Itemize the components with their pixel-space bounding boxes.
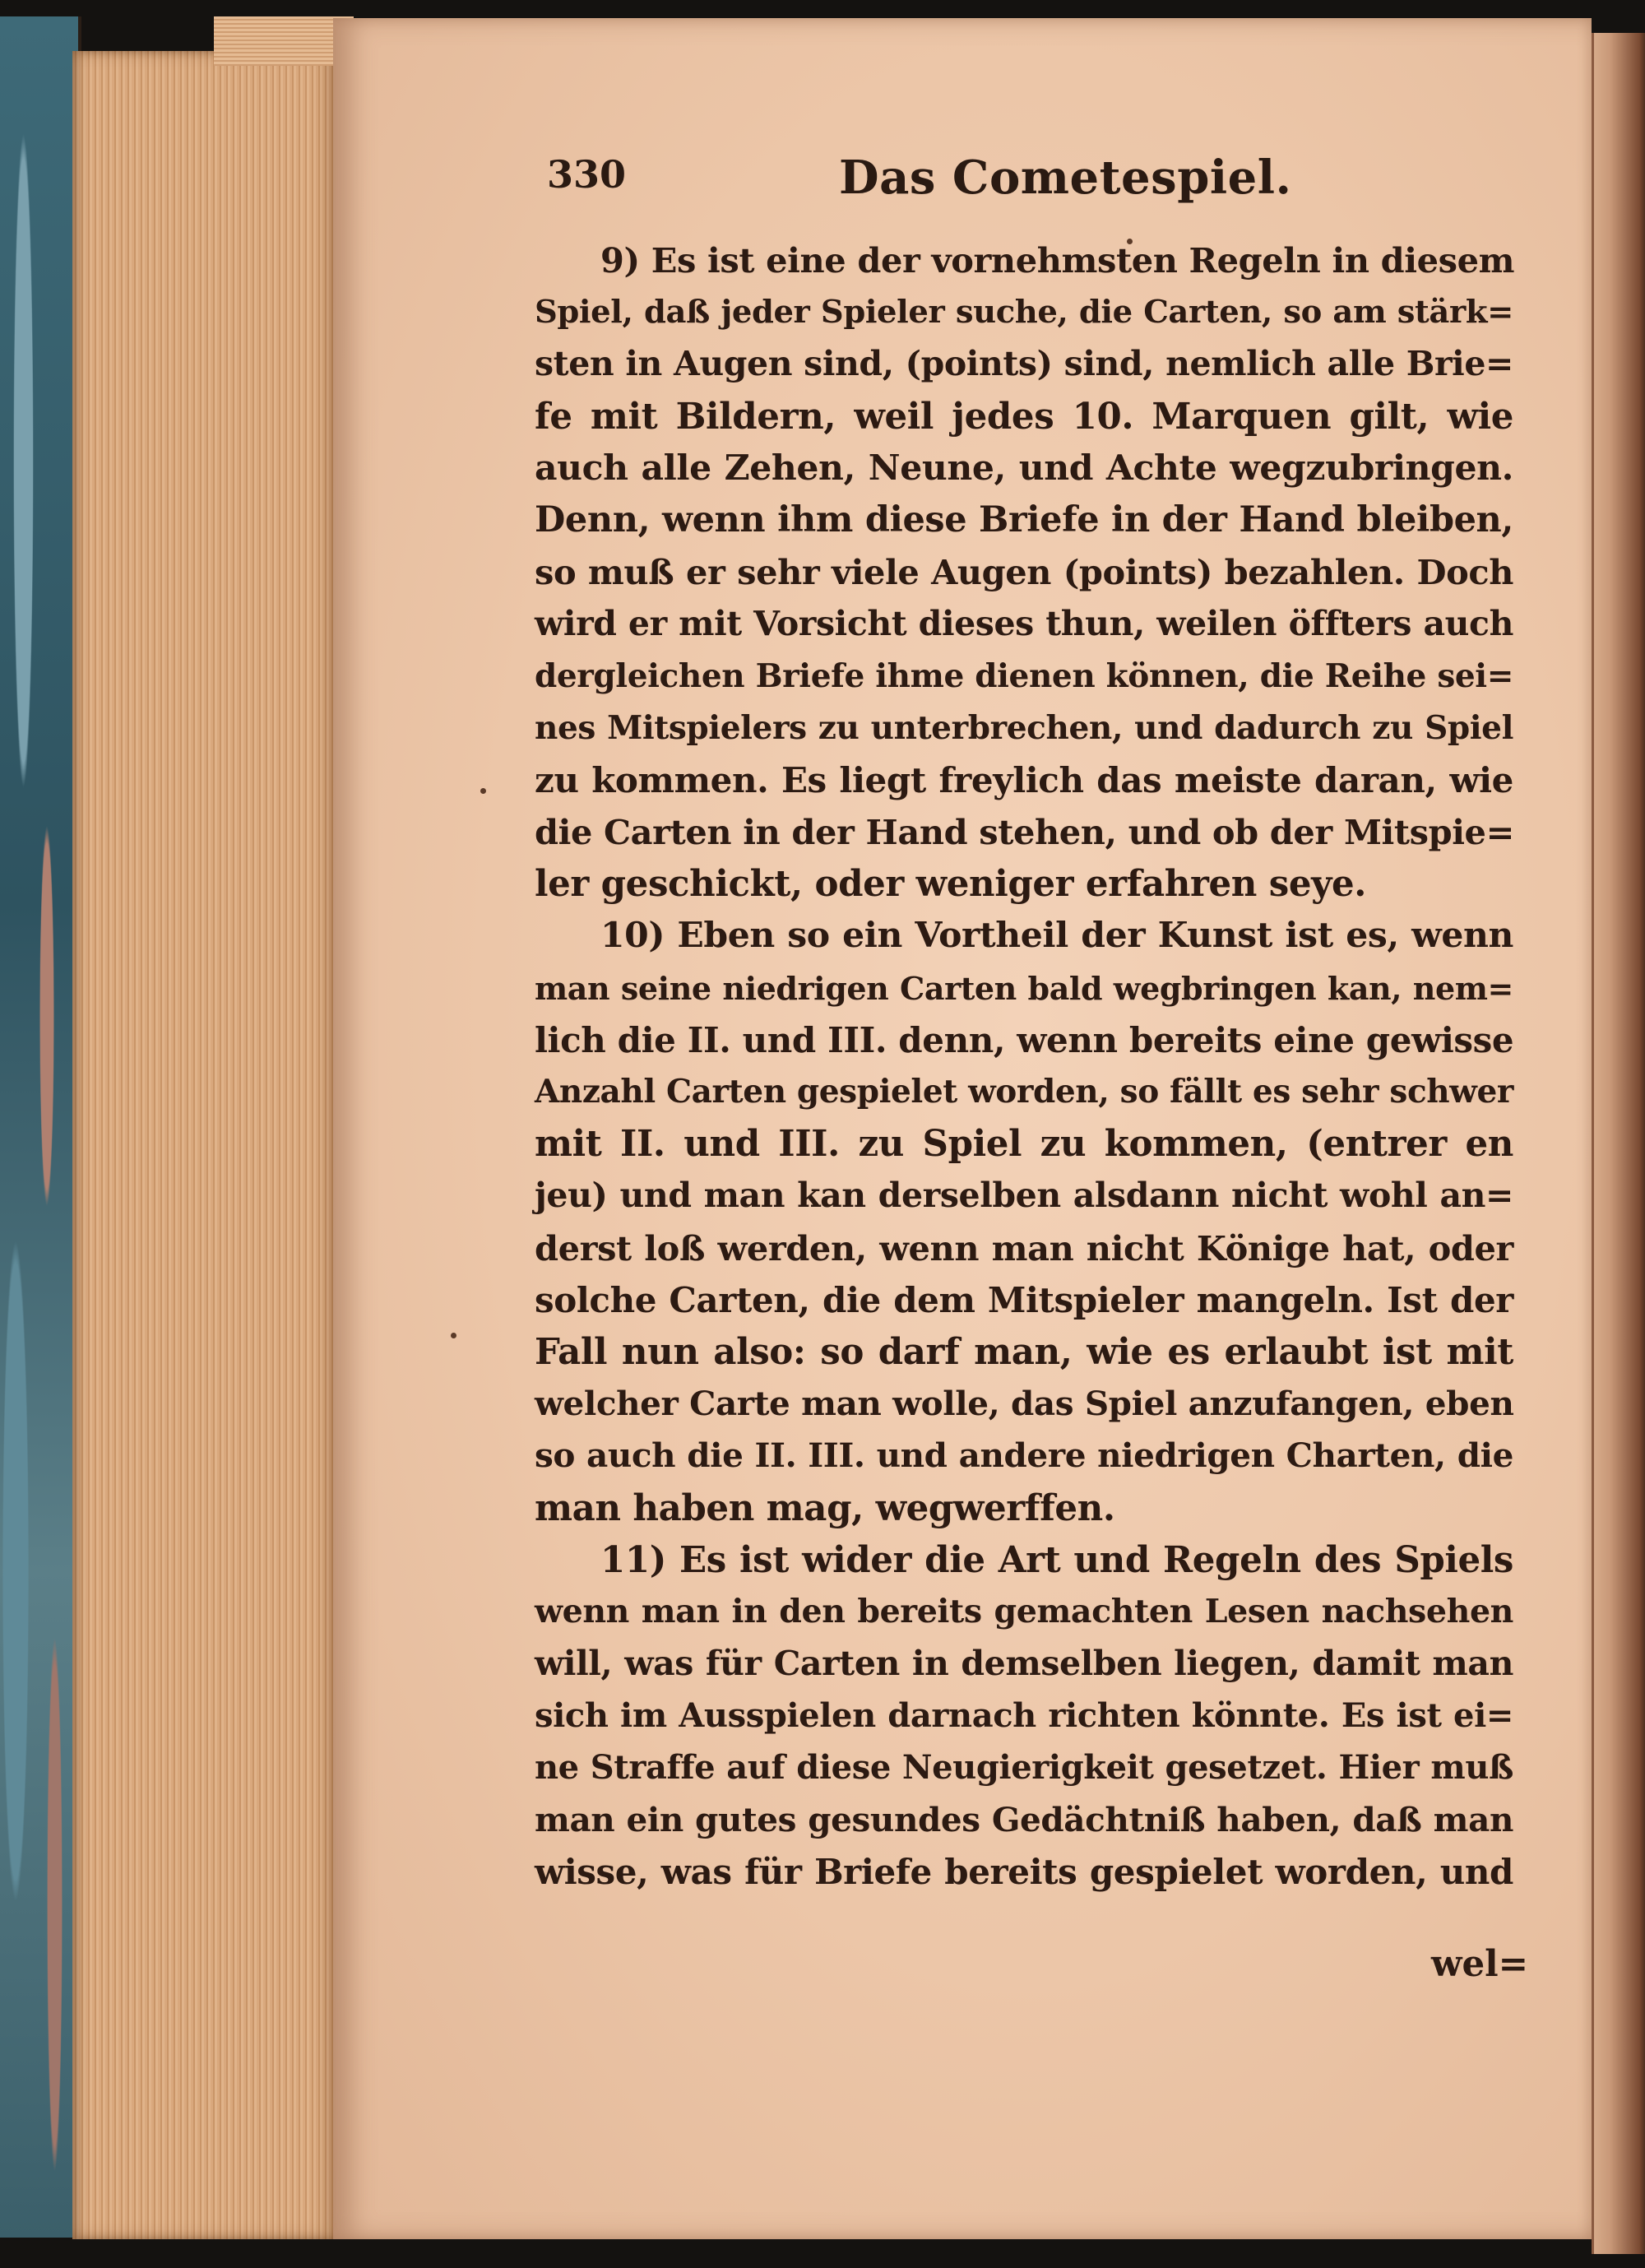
page-number: 330 [547, 152, 627, 197]
text-line: 9) Es ist eine der vornehmsten Regeln in diesem [600, 240, 1515, 281]
text-line: Anzahl Carten gespielet worden, so fällt es sehr schwer [535, 1073, 1513, 1111]
text-line: will, was für Carten in demselben liegen, damit man [535, 1644, 1513, 1684]
text-line: derst loß werden, wenn man nicht Könige hat, oder [535, 1227, 1513, 1269]
text-line: die Carten in der Hand stehen, und ob der Mitspie= [535, 812, 1514, 853]
catchword: wel= [1431, 1943, 1529, 1985]
text-line: fe mit Bildern, weil jedes 10. Marquen gilt, wie [535, 395, 1513, 438]
text-line: wisse, was für Briefe bereits gespielet worden, und [535, 1851, 1513, 1892]
ink-speck [480, 788, 486, 794]
facing-page-edge [1592, 33, 1645, 2254]
text-line: Fall nun also: so darf man, wie es erlaubt ist mit [535, 1330, 1513, 1373]
marbled-cover [0, 16, 81, 2238]
text-line: 10) Eben so ein Vortheil der Kunst ist es, wenn [600, 915, 1513, 957]
text-line: wird er mit Vorsicht dieses thun, weilen öffters auch [535, 604, 1513, 644]
page-edges [72, 51, 344, 2239]
paragraph-rule-10 [535, 910, 1513, 1533]
running-title: Das Cometespiel. [839, 151, 1292, 205]
text-line: sten in Augen sind, (points) sind, nemlich alle Brie= [535, 344, 1513, 384]
text-line: so auch die II. III. und andere niedrigen Charten, die [535, 1435, 1513, 1476]
text-line: zu kommen. Es liegt freylich das meiste daran, wie [535, 759, 1513, 800]
text-line: dergleichen Briefe ihme dienen können, die Reihe sei= [535, 656, 1513, 695]
body-text [535, 234, 1513, 1898]
text-line: ne Straffe auf diese Neugierigkeit gesetzet. Hier muß [535, 1748, 1513, 1788]
text-line: lich die II. und III. denn, wenn bereits eine gewisse [535, 1019, 1514, 1060]
text-line: Denn, wenn ihm diese Briefe in der Hand bleiben, [535, 499, 1513, 540]
text-line: welcher Carte man wolle, das Spiel anzufangen, eben [535, 1384, 1514, 1424]
text-line: so muß er sehr viele Augen (points) bezahlen. Doch [535, 552, 1513, 593]
text-line: Spiel, daß jeder Spieler suche, die Carten, so am stärk= [535, 294, 1513, 332]
paragraph-rule-9 [535, 234, 1513, 910]
text-line: mit II. und III. zu Spiel zu kommen, (entrer en [535, 1123, 1513, 1166]
text-line: nes Mitspielers zu unterbrechen, und dadurch zu Spiel [535, 708, 1513, 747]
text-line: wenn man in den bereits gemachten Lesen nachsehen [535, 1592, 1513, 1630]
text-line: jeu) und man kan derselben alsdann nicht wohl an= [535, 1176, 1513, 1216]
text-line: ler geschickt, oder weniger erfahren seye. [535, 863, 1367, 906]
text-line: man haben mag, wegwerffen. [535, 1486, 1115, 1529]
text-line: auch alle Zehen, Neune, und Achte wegzubringen. [535, 447, 1513, 489]
text-line: man ein gutes gesundes Gedächtniß haben, daß man [535, 1799, 1513, 1839]
text-line: man seine niedrigen Carten bald wegbringen kan, nem= [535, 969, 1513, 1007]
page-header [547, 152, 1522, 210]
ink-speck [451, 1333, 456, 1338]
text-line: 11) Es ist wider die Art und Regeln des Spiels [600, 1538, 1513, 1581]
text-line: sich im Ausspielen darnach richten könnte. Es ist ei= [535, 1696, 1513, 1736]
paragraph-rule-11 [535, 1534, 1513, 1898]
text-line: solche Carten, die dem Mitspieler mangeln. Ist der [535, 1279, 1513, 1320]
